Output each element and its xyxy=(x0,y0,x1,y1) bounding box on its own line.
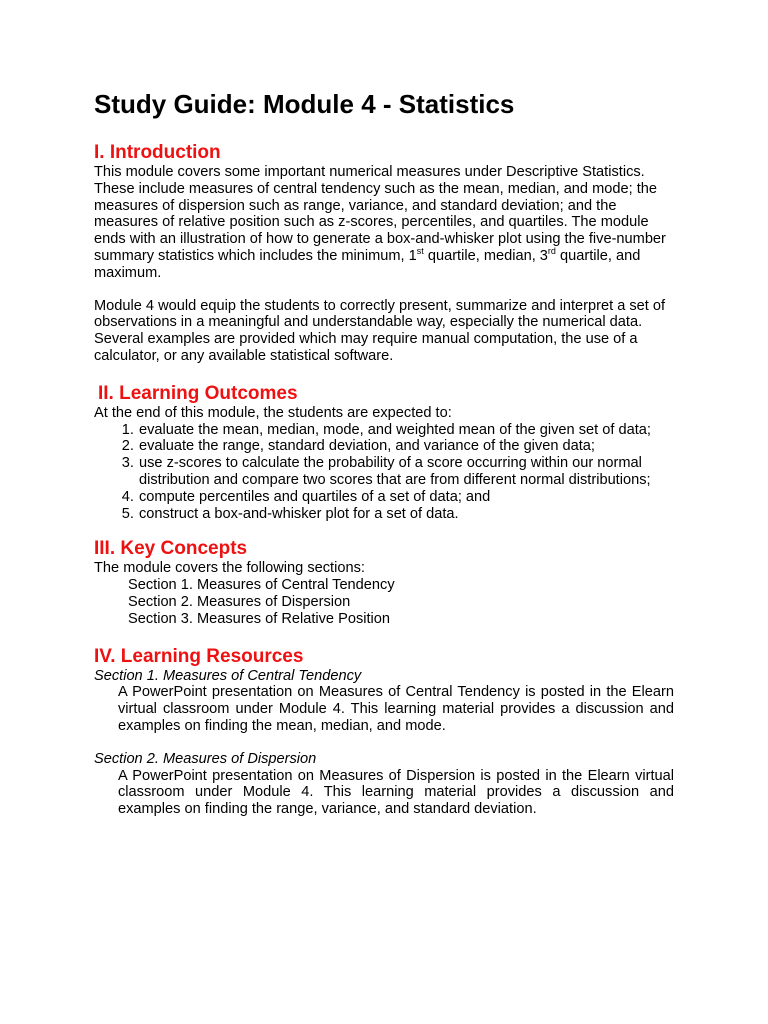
intro-paragraph-2: Module 4 would equip the students to correctly present, summarize and interpret a set of observations in a meaningful and understandable way, especially the numerical data. Several examples are provided which may require manual computation, the use of a calculator, or any available statistical software. xyxy=(94,297,666,364)
ordinal-superscript: st xyxy=(416,246,424,257)
intro-paragraph-1 xyxy=(94,164,674,282)
intro-text-c: quartile, and maximum. xyxy=(94,247,641,281)
intro-heading: I. Introduction xyxy=(94,142,221,163)
document-title: Study Guide: Module 4 - Statistics xyxy=(94,89,515,119)
list-item: 1. evaluate the mean, median, mode, and weighted mean of the given set of data; xyxy=(138,422,674,439)
list-item: Section 3. Measures of Relative Position xyxy=(128,610,391,627)
intro-text-b: quartile, median, 3 xyxy=(423,247,548,264)
list-item: 4. compute percentiles and quartiles of a set of data; and xyxy=(138,489,674,506)
resource-body: A PowerPoint presentation on Measures of Central Tendency is posted in the Elearn virtual classroom under Module 4. This learning material provides a discussion and examples on finding the mean, median, and mode. xyxy=(118,684,674,734)
outcomes-list xyxy=(94,422,674,523)
resource-title: Section 1. Measures of Central Tendency xyxy=(94,667,362,684)
intro-text-a: This module covers some important numerical measures under Descriptive Statistics. These include measures of central tendency such as the mean, median, and mode; the measures of dispersion such as range, variance, and standard deviation; and the measures of relative position such as z-scores, percentiles, and quartiles. The module ends with an illustration of how to generate a box-and-whisker plot using the five-number summary statistics which includes the minimum, 1 xyxy=(94,164,666,264)
concepts-lead: The module covers the following sections: xyxy=(94,560,365,577)
list-item: 3. use z-scores to calculate the probability of a score occurring within our normal distribution and compare two scores that are from different normal distributions; xyxy=(138,455,674,489)
resource-body: A PowerPoint presentation on Measures of Dispersion is posted in the Elearn virtual classroom under Module 4. This learning material provides a discussion and examples on finding the range, variance, and standard deviation. xyxy=(118,767,674,818)
list-item: 2. evaluate the range, standard deviation, and variance of the given data; xyxy=(138,438,674,455)
concepts-sections xyxy=(94,577,674,627)
list-item: Section 1. Measures of Central Tendency xyxy=(128,577,395,594)
ordinal-superscript: rd xyxy=(547,246,556,257)
list-item: 5. construct a box-and-whisker plot for a set of data. xyxy=(138,506,674,523)
resources-heading: IV. Learning Resources xyxy=(94,645,304,667)
list-item: Section 2. Measures of Dispersion xyxy=(128,593,351,610)
resource-title: Section 2. Measures of Dispersion xyxy=(94,750,317,767)
concepts-heading: III. Key Concepts xyxy=(94,538,248,560)
outcomes-heading: II. Learning Outcomes xyxy=(98,382,298,404)
outcomes-lead: At the end of this module, the students are expected to: xyxy=(94,404,452,421)
